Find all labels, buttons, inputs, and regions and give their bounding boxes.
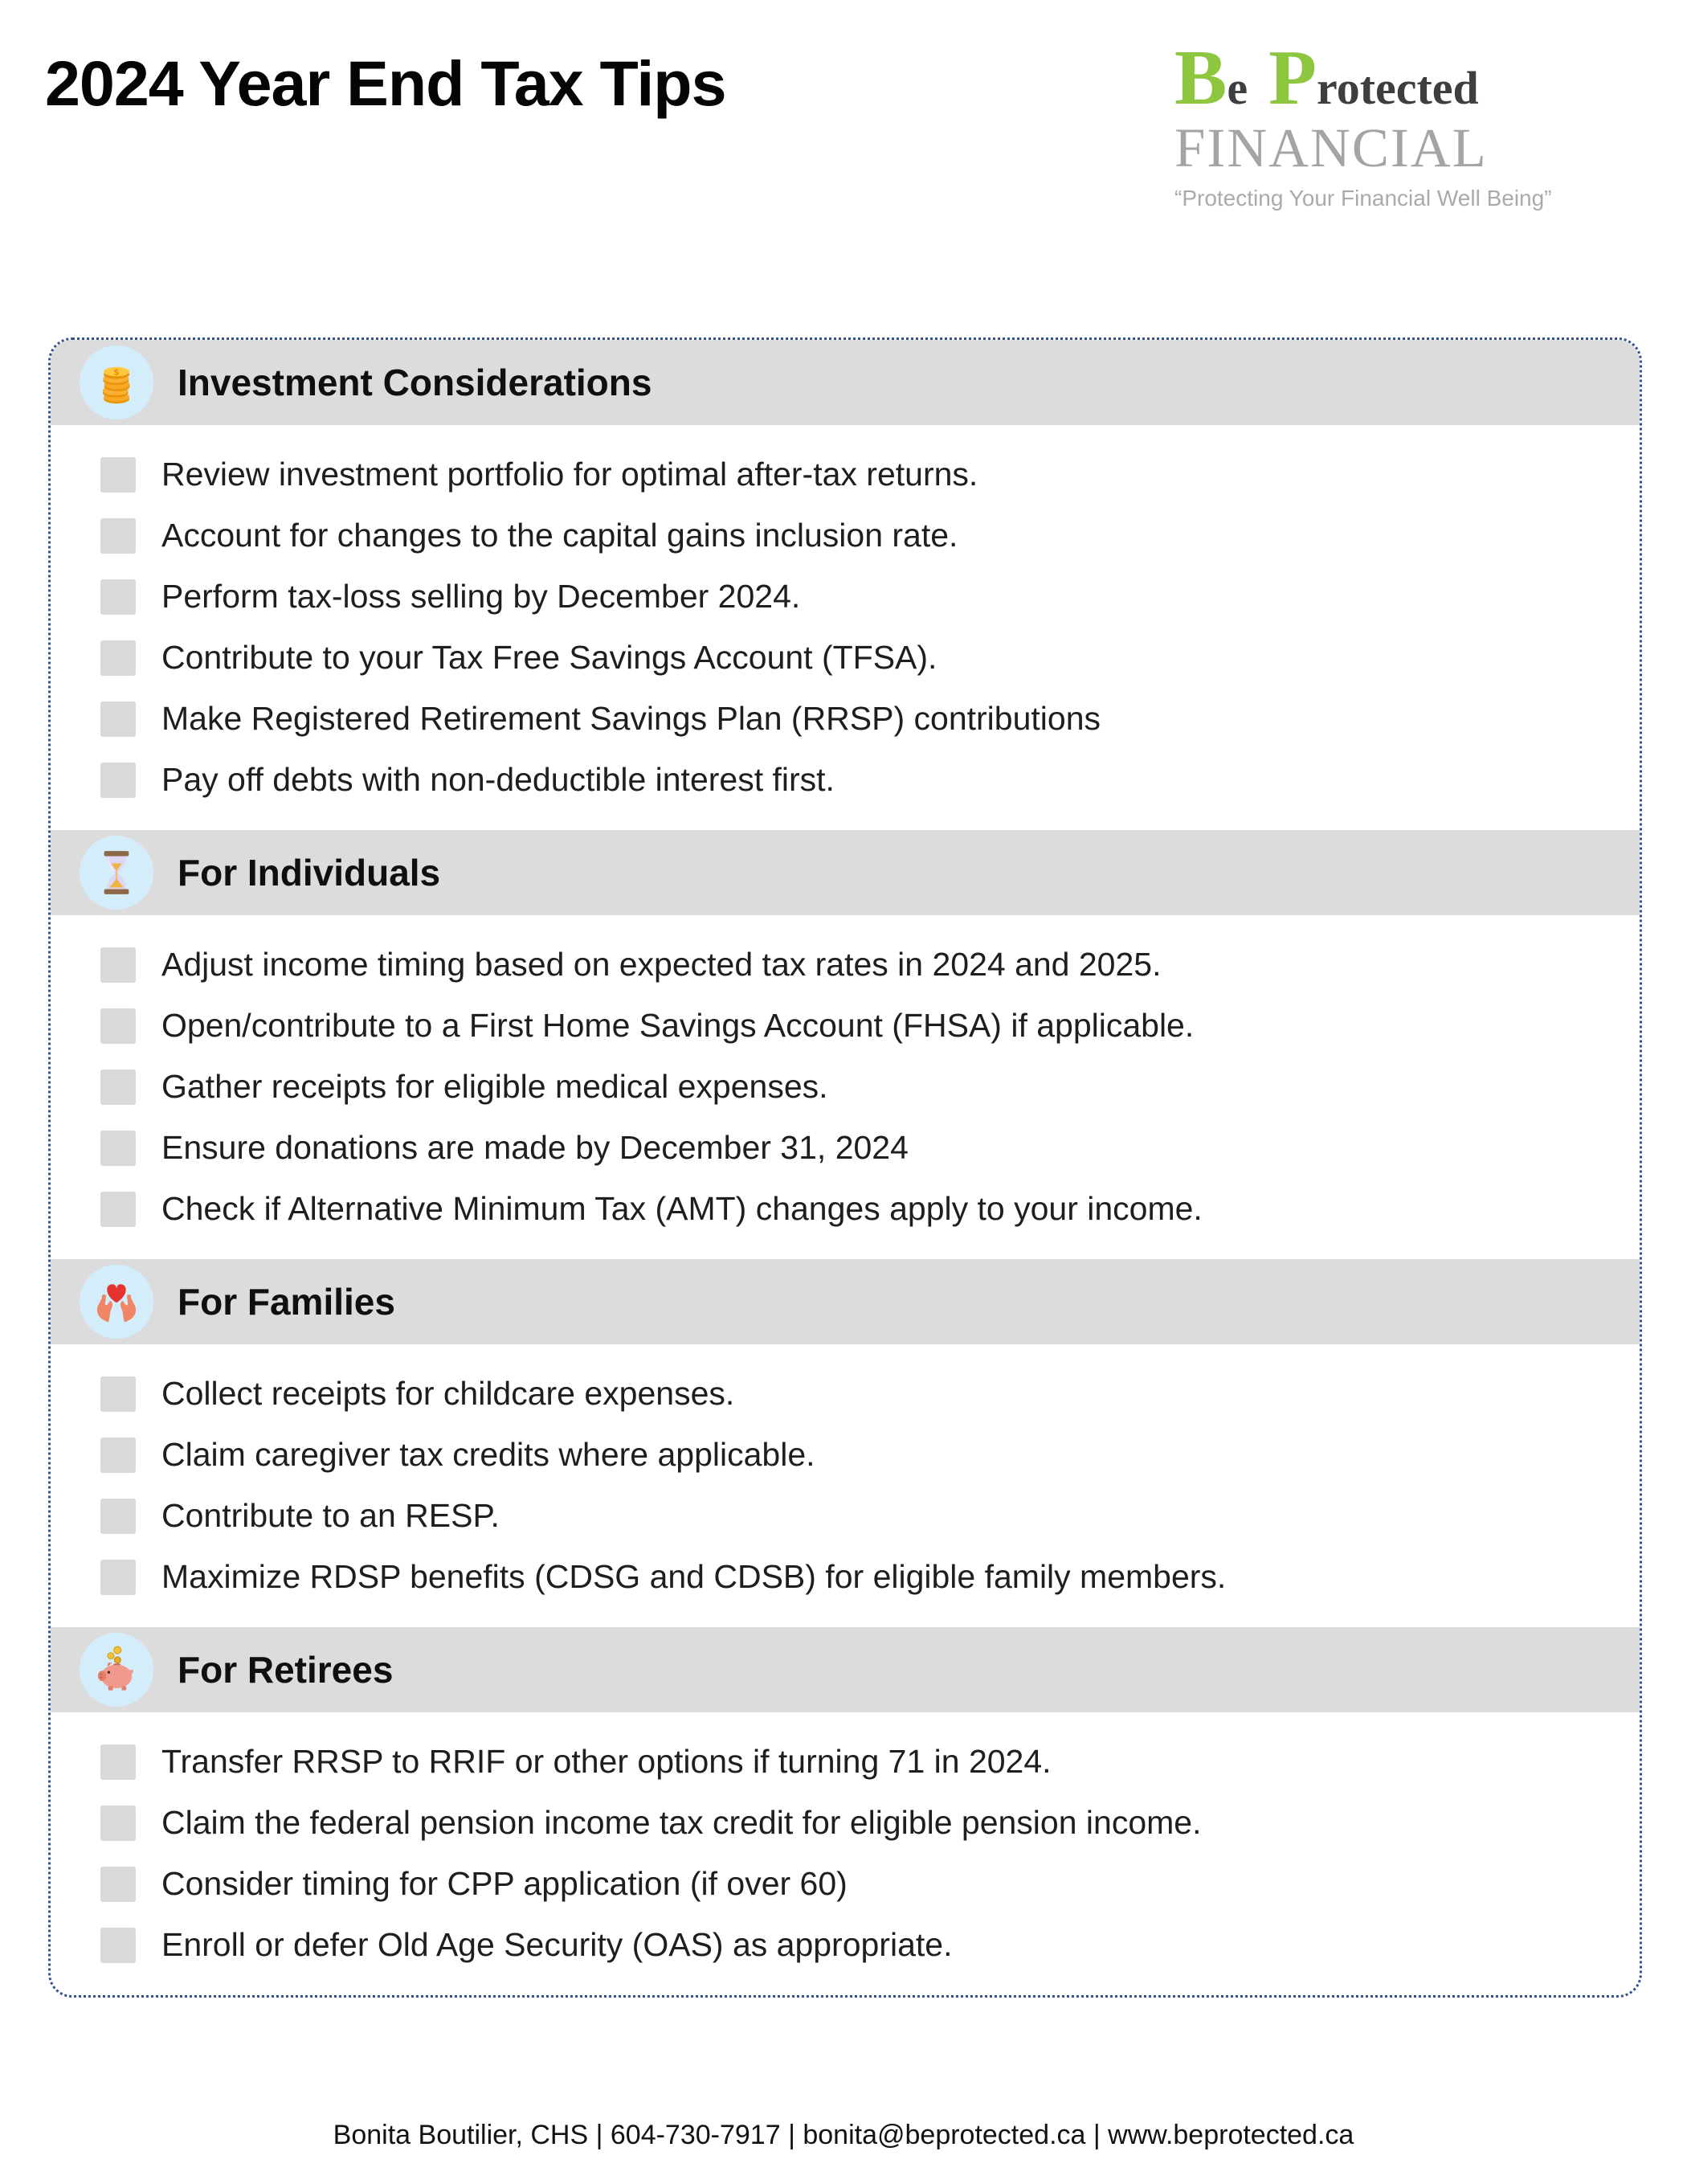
section-title: For Families [178,1281,395,1323]
section-investment-considerations [51,340,1640,830]
checklist-item-label: Enroll or defer Old Age Security (OAS) as appropriate. [161,1926,953,1964]
checkbox[interactable] [100,1928,136,1963]
piggy-bank-icon [80,1633,153,1707]
section-header [51,830,1640,915]
hands-heart-icon [80,1265,153,1339]
checklist-item-label: Adjust income timing based on expected tax rates in 2024 and 2025. [161,946,1162,984]
contact-line: Bonita Boutilier, CHS | 604-730-7917 | bonita@beprotected.ca | www.beprotected.ca [333,2120,1354,2150]
checklist-item [51,1854,1640,1915]
checklist-item-label: Consider timing for CPP application (if over 60) [161,1865,848,1903]
checklist-item-label: Maximize RDSP benefits (CDSG and CDSB) for eligible family members. [161,1558,1227,1596]
checkbox[interactable] [100,1744,136,1780]
section-title: For Individuals [178,852,441,894]
checkbox[interactable] [100,1376,136,1412]
checklist-item [51,1057,1640,1118]
section-items [51,1712,1640,1995]
checklist-item [51,1793,1640,1854]
checklist-item [51,1364,1640,1425]
checklist-item [51,1425,1640,1486]
brand-name [1174,35,1576,121]
checkbox[interactable] [100,1867,136,1902]
checklist-item-label: Pay off debts with non-deductible interest first. [161,761,835,799]
checklist-item [51,1915,1640,1976]
checklist-item [51,1179,1640,1240]
checklist-item-label: Open/contribute to a First Home Savings Account (FHSA) if applicable. [161,1007,1195,1045]
checklist-item [51,689,1640,750]
checklist-item-label: Contribute to your Tax Free Savings Account (TFSA). [161,639,937,677]
checkbox[interactable] [100,1070,136,1105]
checkbox[interactable] [100,518,136,554]
checklist-container [48,337,1642,1998]
checklist-item-label: Review investment portfolio for optimal after-tax returns. [161,456,978,493]
checkbox[interactable] [100,1131,136,1166]
section-items [51,425,1640,830]
checkbox[interactable] [100,763,136,798]
brand-initial-b: B [1174,35,1227,121]
section-items [51,915,1640,1259]
page-footer [0,2120,1687,2151]
section-title: For Retirees [178,1649,394,1691]
section-for-retirees [51,1627,1640,1995]
checkbox[interactable] [100,457,136,493]
checklist-item [51,1732,1640,1793]
brand-word2-rest: rotected [1317,62,1479,114]
checklist-item-label: Transfer RRSP to RRIF or other options if turning 71 in 2024. [161,1743,1052,1781]
section-header [51,340,1640,425]
brand-tagline: “Protecting Your Financial Well Being” [1174,186,1552,211]
checkbox[interactable] [100,1560,136,1595]
checklist-item-label: Check if Alternative Minimum Tax (AMT) changes apply to your income. [161,1190,1203,1228]
checklist-item [51,566,1640,628]
hourglass-icon [80,836,153,910]
checklist-item [51,750,1640,811]
checklist-item [51,935,1640,996]
brand-logo [1174,35,1576,211]
checkbox[interactable] [100,1438,136,1473]
checkbox[interactable] [100,947,136,983]
checkbox[interactable] [100,1499,136,1534]
checklist-item [51,1486,1640,1547]
brand-initial-p: P [1268,35,1317,121]
checkbox[interactable] [100,579,136,615]
section-header [51,1259,1640,1344]
checklist-item [51,1118,1640,1179]
section-for-families [51,1259,1640,1627]
checklist-item-label: Claim the federal pension income tax credit for eligible pension income. [161,1804,1202,1842]
checklist-item-label: Perform tax-loss selling by December 2024. [161,578,801,616]
brand-subtitle: FINANCIAL [1174,117,1488,178]
checkbox[interactable] [100,701,136,737]
page-title: 2024 Year End Tax Tips [45,47,726,119]
section-items [51,1344,1640,1627]
checkbox[interactable] [100,1008,136,1044]
checkbox[interactable] [100,1806,136,1841]
svg-text:$: $ [113,366,120,378]
coins-icon [80,346,153,419]
checklist-item [51,628,1640,689]
checklist-item-label: Claim caregiver tax credits where applicable. [161,1436,815,1474]
section-for-individuals [51,830,1640,1259]
checklist-item-label: Collect receipts for childcare expenses. [161,1375,735,1413]
checklist-item-label: Ensure donations are made by December 31, 2024 [161,1129,909,1167]
checklist-item [51,444,1640,505]
section-title: Investment Considerations [178,362,652,403]
checklist-item-label: Make Registered Retirement Savings Plan (RRSP) contributions [161,700,1101,738]
checklist-item [51,505,1640,566]
section-header [51,1627,1640,1712]
checkbox[interactable] [100,1192,136,1227]
checkbox[interactable] [100,640,136,676]
checklist-item [51,1547,1640,1608]
checklist-item-label: Gather receipts for eligible medical expenses. [161,1068,828,1106]
checklist-item [51,996,1640,1057]
checklist-item-label: Account for changes to the capital gains inclusion rate. [161,517,958,554]
brand-word1-rest: e [1227,62,1248,114]
checklist-item-label: Contribute to an RESP. [161,1497,500,1535]
